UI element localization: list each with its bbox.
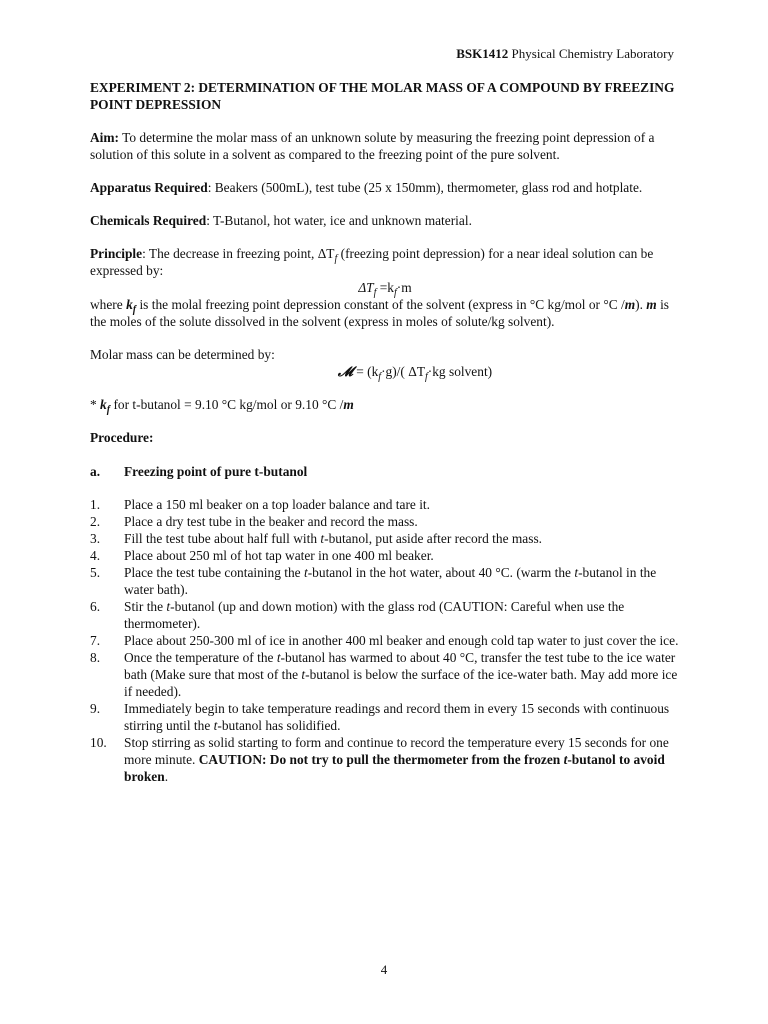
procedure-step <box>90 734 680 785</box>
procedure-step <box>90 564 680 598</box>
step-italic: t <box>574 565 579 580</box>
step-text-part: -butanol has solidified. <box>217 718 341 733</box>
molar-mass-intro: Molar mass can be determined by: <box>90 347 275 362</box>
step-italic: t <box>303 565 308 580</box>
course-code: BSK1412 <box>456 46 509 61</box>
apparatus-paragraph <box>90 179 680 196</box>
step-number: 10. <box>90 735 107 750</box>
step-text-part: -butanol is below the surface of the ice-water bath. May add more ice if needed). <box>124 667 678 699</box>
step-number: 8. <box>90 650 101 665</box>
molar-mass-section <box>90 346 680 383</box>
procedure-title: Procedure: <box>90 430 154 445</box>
where-text-1: where <box>90 297 127 312</box>
molality-symbol: m <box>646 297 657 312</box>
molar-mass-symbol: 𝓜 <box>337 364 353 379</box>
step-text-part: -butanol in the hot water, about 40 °C. (warm the <box>307 565 575 580</box>
step-text-part: Stop stirring as solid starting to form and continue to record the temperature every 15 seconds for one more minute. <box>124 735 669 767</box>
molar-eq-3: ·kg solvent) <box>427 364 493 379</box>
chemicals-text: : T-Butanol, hot water, ice and unknown material. <box>206 213 472 228</box>
molar-eq-1: = (k <box>352 364 379 379</box>
step-text-part: . <box>164 769 169 784</box>
step-italic: t <box>320 531 325 546</box>
molar-eq-2: ·g)/( ΔT <box>381 364 425 379</box>
course-name: Physical Chemistry Laboratory <box>511 46 674 61</box>
step-number: 7. <box>90 633 101 648</box>
principle-section <box>90 245 680 330</box>
step-text-part: -butanol, put aside after record the mass. <box>324 531 543 546</box>
principle-text-1: : The decrease in freezing point, ΔT <box>142 246 335 261</box>
procedure-step <box>90 632 680 649</box>
procedure-steps <box>90 496 680 785</box>
step-italic: t <box>166 599 171 614</box>
step-text <box>124 530 680 547</box>
step-text <box>124 598 680 632</box>
subsection-title: Freezing point of pure t-butanol <box>124 464 308 479</box>
kf-note-text: for t-butanol = 9.10 °C kg/mol or 9.10 °C / <box>110 397 344 412</box>
molar-mass-formula <box>150 363 680 383</box>
step-number: 1. <box>90 497 101 512</box>
procedure-step <box>90 598 680 632</box>
kf-note <box>90 396 680 416</box>
molality-symbol: m <box>624 297 636 312</box>
step-text-part: Once the temperature of the <box>124 650 277 665</box>
kf-symbol: k <box>100 397 107 412</box>
step-number: 3. <box>90 531 101 546</box>
step-number: 4. <box>90 548 101 563</box>
page-number: 4 <box>380 962 388 977</box>
procedure-step <box>90 530 680 547</box>
subsection-letter: a. <box>90 464 101 479</box>
kf-note-prefix: * <box>90 397 101 412</box>
aim-text: To determine the molar mass of an unknown solute by measuring the freezing point depression of a solution of this solute in a solvent as compared to the freezing point of the pure solvent. <box>90 130 655 162</box>
formula-kf: =k <box>376 280 395 295</box>
principle-text-2: (freezing point depression) for a near ideal solution can be expressed by: <box>90 246 654 278</box>
step-italic: t <box>276 650 281 665</box>
step-text-part: -butanol (up and down motion) with the glass rod (CAUTION: Careful when use the thermometer). <box>124 599 625 631</box>
molality-symbol: m <box>343 397 354 412</box>
step-text <box>124 734 680 785</box>
step-text <box>124 564 680 598</box>
formula-m: ·m <box>396 280 412 295</box>
step-text: Place about 250 ml of hot tap water in one 400 ml beaker. <box>124 548 434 563</box>
procedure-subsection <box>90 463 680 480</box>
apparatus-text: : Beakers (500mL), test tube (25 x 150mm), thermometer, glass rod and hotplate. <box>207 180 643 195</box>
procedure-step <box>90 496 680 513</box>
page-header <box>456 45 674 62</box>
caution-italic: t <box>563 752 568 767</box>
step-italic: t <box>301 667 306 682</box>
where-text-2: is the molal freezing point depression constant of the solvent (express in °C kg/mol or °C / <box>136 297 625 312</box>
caution-text: -butanol to avoid broken <box>124 752 665 784</box>
subscript-f: f <box>132 304 137 316</box>
procedure-step <box>90 649 680 700</box>
aim-paragraph <box>90 129 680 163</box>
step-text: Place about 250-300 ml of ice in another 400 ml beaker and enough cold tap water to just cover the ice. <box>124 633 679 648</box>
chemicals-paragraph <box>90 212 680 229</box>
freezing-point-formula <box>90 279 680 299</box>
formula-delta-t: ΔT <box>358 280 374 295</box>
procedure-step <box>90 513 680 530</box>
step-text: Place a 150 ml beaker on a top loader balance and tare it. <box>124 497 430 512</box>
principle-label: Principle <box>90 246 143 261</box>
step-number: 6. <box>90 599 101 614</box>
subscript-f: f <box>106 404 111 416</box>
step-text-part: -butanol in the water bath). <box>124 565 657 597</box>
step-text-part: Place the test tube containing the <box>124 565 304 580</box>
aim-label: Aim: <box>90 130 120 145</box>
apparatus-label: Apparatus Required <box>90 180 208 195</box>
principle-paragraph <box>90 245 680 279</box>
subscript-f: f <box>425 371 428 383</box>
procedure-step <box>90 547 680 564</box>
step-number: 9. <box>90 701 101 716</box>
subscript-f: f <box>334 253 338 265</box>
experiment-title: EXPERIMENT 2: DETERMINATION OF THE MOLAR MASS OF A COMPOUND BY FREEZING POINT DEPRESSION <box>90 80 675 112</box>
chemicals-label: Chemicals Required <box>90 213 207 228</box>
kf-symbol: k <box>126 297 133 312</box>
step-text-part: Fill the test tube about half full with <box>124 531 321 546</box>
where-text-4: is the moles of the solute dissolved in the solvent (express in moles of solute/kg solvent). <box>90 297 669 329</box>
step-text: Place a dry test tube in the beaker and record the mass. <box>124 514 418 529</box>
caution-text: CAUTION: Do not try to pull the thermometer from the frozen <box>198 752 564 767</box>
subscript-f: f <box>373 287 377 299</box>
step-number: 5. <box>90 565 101 580</box>
procedure-step <box>90 700 680 734</box>
step-text-part: -butanol has warmed to about 40 °C, transfer the test tube to the ice water bath (Make sure that most of the <box>124 650 676 682</box>
step-italic: t <box>213 718 218 733</box>
document-body <box>90 79 680 785</box>
step-text <box>124 700 680 734</box>
where-text-3: ). <box>635 297 647 312</box>
subscript-f: f <box>378 371 382 383</box>
step-number: 2. <box>90 514 101 529</box>
step-text <box>124 649 680 700</box>
subscript-f: f <box>394 287 397 299</box>
step-text-part: Immediately begin to take temperature readings and record them in every 15 seconds with continuous stirring until the <box>124 701 670 733</box>
step-text-part: Stir the <box>124 599 167 614</box>
principle-where <box>90 296 680 330</box>
